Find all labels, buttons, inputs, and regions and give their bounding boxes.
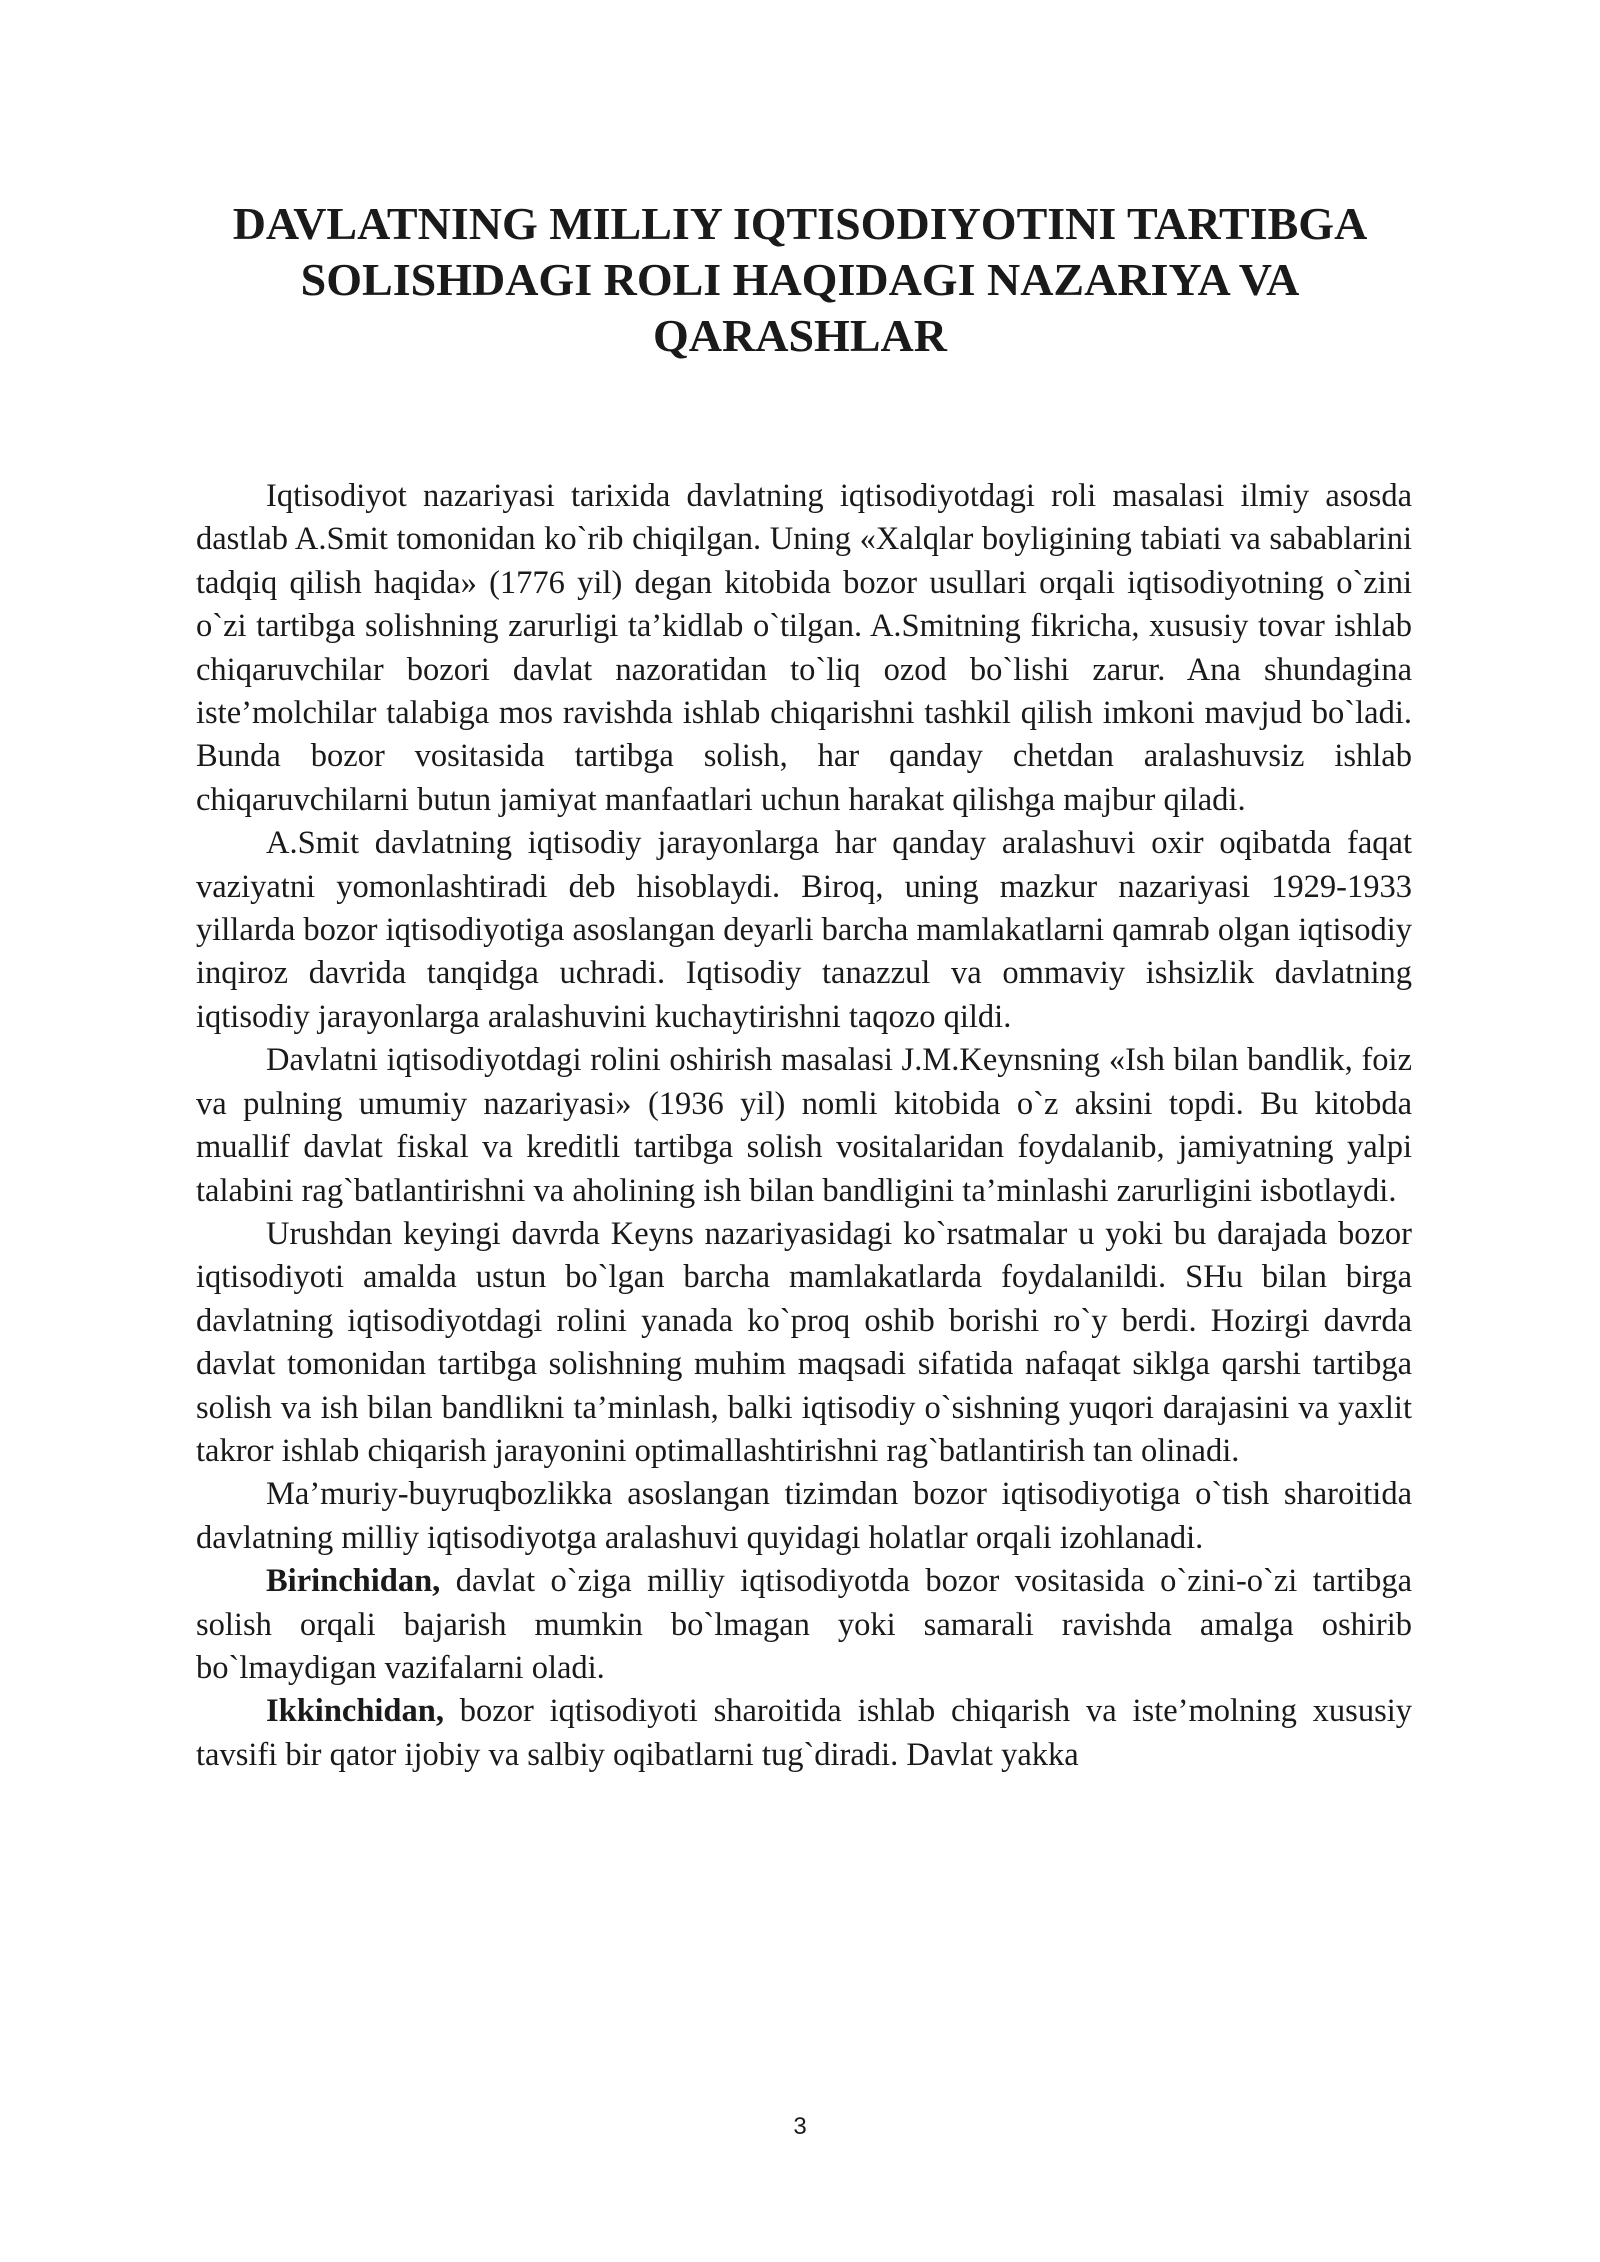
paragraph-text: Urushdan keyingi davrda Keyns nazariyasidagi ko`rsatmalar u yoki bu darajada bozor iqtisodiyoti amalda ustun bo`lgan barcha mamlakatlarda foydalanildi. SHu bilan birga davlatning iqtisodiyotdagi rolini yanada ko`proq oshib borishi ro`y berdi. Hozirgi davrda davlat tomonidan tartibga solishning muhim maqsadi sifatida nafaqat siklga qarshi tartibga solish va ish bilan bandlikni ta’minlash, balki iqtisodiy o`sishning yuqori darajasini va yaxlit takror ishlab chiqarish jarayonini optimallashtirishni rag`batlantirish tan olinadi. xyxy=(196,1215,1412,1469)
paragraph-4 xyxy=(196,1213,1412,1473)
paragraph-6 xyxy=(196,1560,1412,1690)
paragraph-3 xyxy=(196,1039,1412,1213)
body-text xyxy=(196,475,1412,1777)
page-title xyxy=(190,196,1410,364)
paragraph-lead-bold: Ikkinchidan, xyxy=(266,1693,444,1730)
title-line-2: SOLISHDAGI ROLI HAQIDAGI NAZARIYA VA xyxy=(300,254,1300,305)
title-line-3: QARASHLAR xyxy=(653,310,947,361)
paragraph-text: bozor iqtisodiyoti sharoitida ishlab chiqarish va iste’molning xususiy tavsifi bir qator ijobiy va salbiy oqibatlarni tug`diradi. Davlat yakka xyxy=(196,1693,1412,1773)
paragraph-7 xyxy=(196,1690,1412,1777)
paragraph-text: A.Smit davlatning iqtisodiy jarayonlarga har qanday aralashuvi oxir oqibatda faqat vaziyatni yomonlashtiradi deb hisoblaydi. Biroq, uning mazkur nazariyasi 1929-1933 yillarda bozor iqtisodiyotiga asoslangan deyarli barcha mamlakatlarni qamrab olgan iqtisodiy inqiroz davrida tanqidga uchradi. Iqtisodiy tanazzul va ommaviy ishsizlik davlatning iqtisodiy jarayonlarga aralashuvini kuchaytirishni taqozo qildi. xyxy=(196,825,1412,1035)
paragraph-text: Ma’muriy-buyruqbozlikka asoslangan tizimdan bozor iqtisodiyotiga o`tish sharoitida davlatning milliy iqtisodiyotga aralashuvi quyidagi holatlar orqali izohlanadi. xyxy=(196,1476,1412,1556)
paragraph-text: Iqtisodiyot nazariyasi tarixida davlatning iqtisodiyotdagi roli masalasi ilmiy asosda dastlab A.Smit tomonidan ko`rib chiqilgan. Uning «Xalqlar boyligining tabiati va sabablarini tadqiq qilish haqida» (1776 yil) degan kitobida bozor usullari orqali iqtisodiyotning o`zini o`zi tartibga solishning zarurligi ta’kidlab o`tilgan. A.Smitning fikricha, xususiy tovar ishlab chiqaruvchilar bozori davlat nazoratidan to`liq ozod bo`lishi zarur. Ana shundagina iste’molchilar talabiga mos ravishda ishlab chiqarishni tashkil qilish imkoni mavjud bo`ladi. Bunda bozor vositasida tartibga solish, har qanday chetdan aralashuvsiz ishlab chiqaruvchilarni butun jamiyat manfaatlari uchun harakat qilishga majbur qiladi. xyxy=(196,478,1412,818)
paragraph-text: Davlatni iqtisodiyotdagi rolini oshirish masalasi J.M.Keynsning «Ish bilan bandlik, foiz va pulning umumiy nazariyasi» (1936 yil) nomli kitobida o`z aksini topdi. Bu kitobda muallif davlat fiskal va kreditli tartibga solish vositalaridan foydalanib, jamiyatning yalpi talabini rag`batlantirishni va aholining ish bilan bandligini ta’minlashi zarurligini isbotlaydi. xyxy=(196,1042,1412,1209)
paragraph-1 xyxy=(196,475,1412,822)
paragraph-lead-bold: Birinchidan, xyxy=(266,1563,441,1600)
paragraph-5 xyxy=(196,1473,1412,1560)
page-number: 3 xyxy=(793,2113,807,2140)
title-line-1: DAVLATNING MILLIY IQTISODIYOTINI TARTIBGA xyxy=(232,198,1368,249)
paragraph-text: davlat o`ziga milliy iqtisodiyotda bozor vositasida o`zini-o`zi tartibga solish orqali bajarish mumkin bo`lmagan yoki samarali ravishda amalga oshirib bo`lmaydigan vazifalarni oladi. xyxy=(196,1563,1412,1686)
paragraph-2 xyxy=(196,822,1412,1039)
